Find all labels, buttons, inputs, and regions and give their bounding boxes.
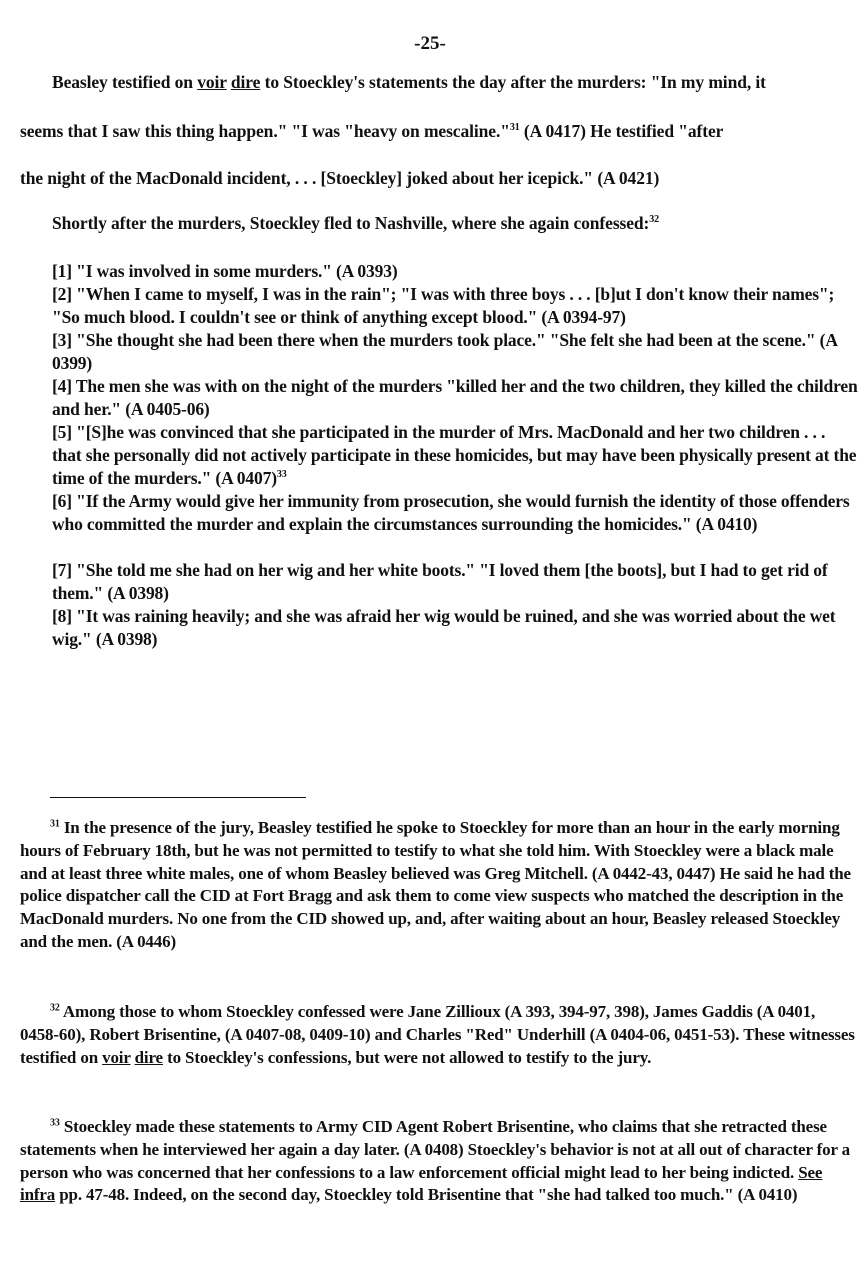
footnote-text: to Stoeckley's confessions, but were not allowed to testify to the jury.: [162, 1047, 652, 1067]
footnote-ref-31: 31: [509, 122, 520, 134]
confession-item-2: [2] "When I came to myself, I was in the rain"; "I was with three boys . . . [b]ut I don't know their names"; "So much blood. I couldn't see or think of anything except blood." (A 0394-97): [52, 284, 835, 327]
citation-signal-see: See: [798, 1162, 823, 1182]
confession-item-4: [4] The men she was with on the night of the murders "killed her and the two children, they killed the children and her." (A 0405-06): [52, 376, 858, 419]
confession-item-8: [8] "It was raining heavily; and she was afraid her wig would be ruined, and she was worried about the wet wig." (A 0398): [52, 606, 836, 649]
footnote-number: 32: [50, 1002, 60, 1014]
text-run: Shortly after the murders, Stoeckley fled to Nashville, where she again confessed:: [52, 213, 650, 233]
confession-item-7: [7] "She told me she had on her wig and her white boots." "I loved them [the boots], but I had to get rid of them." (A 0398): [52, 560, 828, 603]
paragraph-1-line-2: [20, 121, 723, 142]
footnote-32: [20, 1001, 855, 1069]
page-number: -25-: [414, 33, 446, 54]
footnote-ref-32: 32: [649, 214, 660, 226]
footnote-text: pp. 47-48. Indeed, on the second day, Stoeckley told Brisentine that "she had talked too much." (A 0410): [55, 1185, 798, 1205]
footnote-number: 33: [50, 1117, 60, 1129]
paragraph-1-line-1: [52, 72, 766, 93]
footnote-text: Among those to whom Stoeckley confessed were Jane Zillioux (A 393, 394-97, 398), James Gaddis (A 0401, 0458-60), Robert Brisentine, (A 0407-08, 0409-10) and Charles "Red" Underhill (A 0404-06, 0451-53). These witnesses testified on: [20, 1002, 855, 1067]
text-run: [5] "[S]he was convinced that she participated in the murder of Mrs. MacDonald and her two children . . . that she personally did not actively participate in these homicides, but may have been physically present at the time of the murders." (A 0407): [52, 422, 857, 488]
footnote-text: In the presence of the jury, Beasley testified he spoke to Stoeckley for more than an hour in the early morning hours of February 18th, but he was not permitted to testify to what she told him. With Stoeckley were a black male and at least three white males, one of whom Beasley believed was Greg Mitchell. (A 0442-43, 0447) He said he had the police dispatcher call the CID at Fort Bragg and ask them to come view suspects who matched the description in the MacDonald murders. No one from the CID showed up, and, after waiting about an hour, Beasley released Stoeckley and the men. (A 0446): [20, 818, 851, 951]
citation-signal-infra: infra: [20, 1185, 56, 1205]
text-run: (A 0417) He testified "after: [519, 121, 724, 141]
footnote-number: 31: [50, 818, 60, 830]
voir-dire-emphasis: voir: [102, 1047, 131, 1067]
confession-item-5: [52, 421, 858, 490]
footnote-separator: [50, 797, 306, 798]
confession-item-6: [6] "If the Army would give her immunity from prosecution, she would furnish the identity of those offenders who committed the murder and explain the circumstances surrounding the homicides." (A 0410): [52, 491, 850, 534]
voir-dire-emphasis: dire: [134, 1047, 163, 1067]
text-run: to Stoeckley's statements the day after the murders: "In my mind, it: [260, 72, 766, 92]
footnote-text: Stoeckley made these statements to Army CID Agent Robert Brisentine, who claims that she retracted these statements when he interviewed her again a day later. (A 0408) Stoeckley's behavior is not at all out of character for a person who was concerned that her confessions to a law enforcement official might lead to her being indicted.: [20, 1117, 851, 1182]
voir-dire-emphasis: voir: [197, 72, 227, 92]
footnote-31: [20, 817, 855, 954]
confession-item-1: [1] "I was involved in some murders." (A 0393): [52, 261, 398, 281]
paragraph-1-line-3: the night of the MacDonald incident, . . . [Stoeckley] joked about her icepick." (A 0421): [20, 168, 660, 188]
footnote-33: [20, 1116, 855, 1207]
footnote-ref-33: 33: [276, 469, 287, 481]
text-run: seems that I saw this thing happen." "I was "heavy on mescaline.": [20, 121, 510, 141]
text-run: Beasley testified on: [52, 72, 198, 92]
voir-dire-emphasis: dire: [230, 72, 261, 92]
paragraph-2: [52, 213, 659, 234]
confession-item-3: [3] "She thought she had been there when the murders took place." "She felt she had been at the scene." (A 0399): [52, 330, 837, 373]
